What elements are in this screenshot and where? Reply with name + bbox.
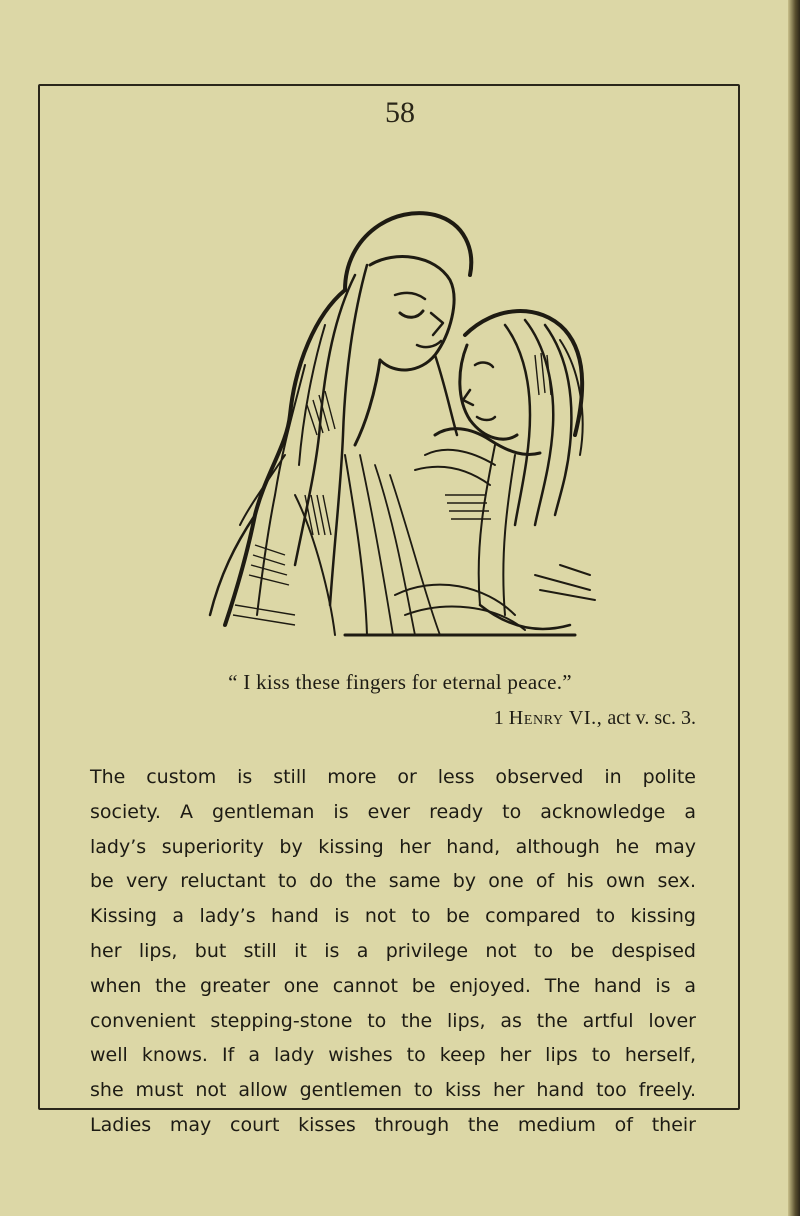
body-text bbox=[90, 760, 696, 1143]
body-line: convenient stepping-stone to the lips, as the artful lover bbox=[90, 1009, 696, 1032]
citation bbox=[494, 707, 696, 730]
body-line: Kissing a lady’s hand is not to be compared to kissing bbox=[90, 905, 696, 928]
body-line: when the greater one cannot be enjoyed. The hand is a bbox=[90, 974, 696, 997]
body-line: she must not allow gentlemen to kiss her hand too freely. bbox=[90, 1079, 696, 1102]
body-line: society. A gentleman is ever ready to acknowledge a bbox=[90, 800, 696, 823]
body-line: her lips, but still it is a privilege not to be despised bbox=[90, 939, 696, 962]
page-number: 58 bbox=[385, 96, 415, 129]
citation-work: Henry VI., bbox=[508, 707, 603, 729]
page-edge-shadow bbox=[788, 0, 800, 1216]
citation-location: act v. sc. 3. bbox=[607, 707, 696, 729]
citation-number: 1 bbox=[493, 707, 504, 729]
body-line: well knows. If a lady wishes to keep her lips to herself, bbox=[90, 1044, 696, 1067]
body-line: The custom is still more or less observed in polite bbox=[90, 766, 696, 788]
body-line: lady’s superiority by kissing her hand, although he may bbox=[90, 835, 696, 858]
illustration-engraving bbox=[195, 195, 615, 650]
body-line: Ladies may court kisses through the medium of their bbox=[90, 1113, 696, 1136]
illustration-caption: “ I kiss these fingers for eternal peace.” bbox=[228, 670, 572, 694]
body-line: be very reluctant to do the same by one of his own sex. bbox=[90, 870, 696, 893]
